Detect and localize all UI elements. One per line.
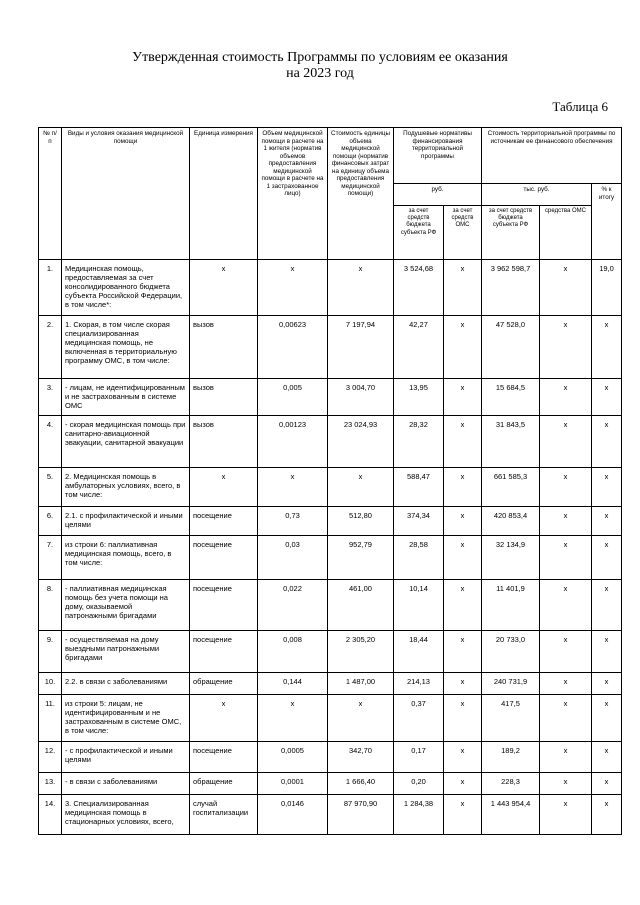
row-unit: посещение <box>190 742 258 773</box>
table-row <box>39 673 622 695</box>
page-title <box>0 50 640 82</box>
row-cost: x <box>328 695 394 742</box>
row-tr-oms: x <box>540 631 592 673</box>
row-pc-budget: 0,17 <box>394 742 444 773</box>
table-row <box>39 507 622 536</box>
row-pct: x <box>592 695 622 742</box>
row-pc-budget: 1 284,38 <box>394 795 444 835</box>
row-tr-budget: 420 853,4 <box>482 507 540 536</box>
table-row <box>39 795 622 835</box>
row-pc-oms: x <box>444 316 482 379</box>
row-tr-budget: 3 962 598,7 <box>482 260 540 316</box>
row-pc-oms: x <box>444 695 482 742</box>
row-pc-oms: x <box>444 580 482 631</box>
row-volume: x <box>258 468 328 507</box>
row-tr-budget: 417,5 <box>482 695 540 742</box>
row-pc-budget: 374,34 <box>394 507 444 536</box>
row-pct: x <box>592 580 622 631</box>
row-pct: x <box>592 536 622 580</box>
row-name: - паллиативная медицинская помощь без учета помощи на дому, оказываемой патронажными бригадами <box>62 580 190 631</box>
row-volume: 0,00623 <box>258 316 328 379</box>
row-name: из строки 6: паллиативная медицинская помощь, всего, в том числе: <box>62 536 190 580</box>
row-tr-oms: x <box>540 536 592 580</box>
row-tr-budget: 189,2 <box>482 742 540 773</box>
row-num: 11. <box>39 695 62 742</box>
row-pc-oms: x <box>444 773 482 795</box>
row-tr-budget: 228,3 <box>482 773 540 795</box>
header-rub: руб. <box>394 184 482 206</box>
row-num: 8. <box>39 580 62 631</box>
row-volume: 0,00123 <box>258 416 328 468</box>
row-num: 13. <box>39 773 62 795</box>
row-pct: x <box>592 379 622 416</box>
row-volume: 0,022 <box>258 580 328 631</box>
row-num: 6. <box>39 507 62 536</box>
row-unit: обращение <box>190 673 258 695</box>
row-pc-oms: x <box>444 673 482 695</box>
header-cost-program: Стоимость территориальной программы по источникам ее финансового обеспечения <box>482 128 622 184</box>
table-row <box>39 631 622 673</box>
table-row <box>39 260 622 316</box>
row-name: 1. Скорая, в том числе скорая специализированная медицинская помощь, не включенная в территориальную программу ОМС, в том числе: <box>62 316 190 379</box>
row-num: 10. <box>39 673 62 695</box>
row-pc-oms: x <box>444 260 482 316</box>
row-tr-oms: x <box>540 468 592 507</box>
row-pc-oms: x <box>444 507 482 536</box>
table-row <box>39 742 622 773</box>
row-tr-budget: 20 733,0 <box>482 631 540 673</box>
row-pc-budget: 28,32 <box>394 416 444 468</box>
row-pct: x <box>592 795 622 835</box>
row-pct: x <box>592 468 622 507</box>
row-pc-budget: 588,47 <box>394 468 444 507</box>
row-tr-budget: 240 731,9 <box>482 673 540 695</box>
row-cost: 342,70 <box>328 742 394 773</box>
row-volume: x <box>258 695 328 742</box>
title-line-1: Утвержденная стоимость Программы по условиям ее оказания <box>132 50 508 65</box>
row-pc-budget: 10,14 <box>394 580 444 631</box>
row-pct: x <box>592 507 622 536</box>
row-pct: 19,0 <box>592 260 622 316</box>
row-pc-oms: x <box>444 416 482 468</box>
row-pct: x <box>592 631 622 673</box>
row-cost: 7 197,94 <box>328 316 394 379</box>
row-name: - в связи с заболеваниями <box>62 773 190 795</box>
header-num: № п/п <box>39 128 62 260</box>
row-pc-oms: x <box>444 742 482 773</box>
row-cost: 952,79 <box>328 536 394 580</box>
header-per-capita: Подушевые нормативы финансирования территориальной программы <box>394 128 482 184</box>
row-name: - лицам, не идентифицированным и не застрахованным в системе ОМС <box>62 379 190 416</box>
row-tr-oms: x <box>540 507 592 536</box>
table-row <box>39 379 622 416</box>
header-budget-subject: за счет средств бюджета субъекта РФ <box>394 206 444 260</box>
table-row <box>39 580 622 631</box>
row-pc-budget: 3 524,68 <box>394 260 444 316</box>
row-tr-oms: x <box>540 742 592 773</box>
row-unit: обращение <box>190 773 258 795</box>
row-volume: 0,005 <box>258 379 328 416</box>
row-name: 2.2. в связи с заболеваниями <box>62 673 190 695</box>
row-tr-budget: 1 443 954,4 <box>482 795 540 835</box>
row-pc-oms: x <box>444 536 482 580</box>
row-unit: случай госпитализации <box>190 795 258 835</box>
row-pc-budget: 28,58 <box>394 536 444 580</box>
header-oms-funds-2: средства ОМС <box>540 206 592 260</box>
row-tr-budget: 15 684,5 <box>482 379 540 416</box>
row-tr-budget: 31 843,5 <box>482 416 540 468</box>
row-tr-oms: x <box>540 260 592 316</box>
row-tr-budget: 661 585,3 <box>482 468 540 507</box>
table-row <box>39 773 622 795</box>
row-pct: x <box>592 416 622 468</box>
row-pct: x <box>592 742 622 773</box>
row-name: 3. Специализированная медицинская помощь в стационарных условиях, всего, <box>62 795 190 835</box>
row-pc-budget: 42,27 <box>394 316 444 379</box>
row-volume: 0,0005 <box>258 742 328 773</box>
table-row <box>39 695 622 742</box>
row-tr-budget: 32 134,9 <box>482 536 540 580</box>
title-line-2: на 2023 год <box>286 66 354 81</box>
row-cost: x <box>328 468 394 507</box>
table-row <box>39 468 622 507</box>
row-name: из строки 5: лицам, не идентифицированным и не застрахованным в системе ОМС, в том числе: <box>62 695 190 742</box>
row-cost: 87 970,90 <box>328 795 394 835</box>
row-tr-oms: x <box>540 379 592 416</box>
row-unit: вызов <box>190 316 258 379</box>
header-thousand-rub: тыс. руб. <box>482 184 592 206</box>
row-name: 2. Медицинская помощь в амбулаторных условиях, всего, в том числе: <box>62 468 190 507</box>
row-pc-oms: x <box>444 795 482 835</box>
row-num: 7. <box>39 536 62 580</box>
row-unit: посещение <box>190 507 258 536</box>
row-unit: x <box>190 260 258 316</box>
row-volume: 0,73 <box>258 507 328 536</box>
row-num: 9. <box>39 631 62 673</box>
row-tr-oms: x <box>540 795 592 835</box>
row-tr-oms: x <box>540 673 592 695</box>
row-pc-oms: x <box>444 468 482 507</box>
row-tr-oms: x <box>540 416 592 468</box>
row-name: Медицинская помощь, предоставляемая за счет консолидированного бюджета субъекта Российской Федерации, в том числе*: <box>62 260 190 316</box>
row-tr-budget: 11 401,9 <box>482 580 540 631</box>
row-cost: 1 666,40 <box>328 773 394 795</box>
row-volume: 0,0146 <box>258 795 328 835</box>
row-unit: x <box>190 695 258 742</box>
row-unit: вызов <box>190 379 258 416</box>
row-volume: 0,008 <box>258 631 328 673</box>
header-budget-subject-2: за счет средств бюджета субъекта РФ <box>482 206 540 260</box>
row-unit: посещение <box>190 536 258 580</box>
row-unit: x <box>190 468 258 507</box>
row-num: 14. <box>39 795 62 835</box>
row-num: 4. <box>39 416 62 468</box>
table-row <box>39 316 622 379</box>
row-pc-oms: x <box>444 379 482 416</box>
table-row <box>39 536 622 580</box>
row-pc-budget: 13,95 <box>394 379 444 416</box>
row-tr-oms: x <box>540 773 592 795</box>
table-row <box>39 416 622 468</box>
row-name: - скорая медицинская помощь при санитарно-авиационной эвакуации, санитарной эвакуации <box>62 416 190 468</box>
row-tr-oms: x <box>540 580 592 631</box>
row-name: - осуществляемая на дому выездными патронажными бригадами <box>62 631 190 673</box>
row-unit: вызов <box>190 416 258 468</box>
row-tr-oms: x <box>540 316 592 379</box>
header-kind: Виды и условия оказания медицинской помощи <box>62 128 190 260</box>
row-name: 2.1. с профилактической и иными целями <box>62 507 190 536</box>
row-num: 2. <box>39 316 62 379</box>
row-volume: 0,03 <box>258 536 328 580</box>
header-percent-total: % к итогу <box>592 184 622 260</box>
row-cost: 23 024,93 <box>328 416 394 468</box>
row-cost: 2 305,20 <box>328 631 394 673</box>
cost-table <box>38 127 622 835</box>
row-pc-budget: 0,37 <box>394 695 444 742</box>
row-volume: 0,0001 <box>258 773 328 795</box>
header-unit: Единица измерения <box>190 128 258 260</box>
row-num: 5. <box>39 468 62 507</box>
row-num: 3. <box>39 379 62 416</box>
row-volume: 0,144 <box>258 673 328 695</box>
row-pct: x <box>592 673 622 695</box>
row-cost: 1 487,00 <box>328 673 394 695</box>
row-cost: 512,80 <box>328 507 394 536</box>
row-cost: 461,00 <box>328 580 394 631</box>
row-tr-budget: 47 528,0 <box>482 316 540 379</box>
row-pc-budget: 0,20 <box>394 773 444 795</box>
row-pct: x <box>592 316 622 379</box>
row-unit: посещение <box>190 631 258 673</box>
row-pc-oms: x <box>444 631 482 673</box>
table-number: Таблица 6 <box>552 99 608 114</box>
row-pct: x <box>592 773 622 795</box>
row-volume: x <box>258 260 328 316</box>
row-cost: x <box>328 260 394 316</box>
row-pc-budget: 214,13 <box>394 673 444 695</box>
header-volume: Объем медицинской помощи в расчете на 1 жителя (норматив объемов предоставления медицинской помощи в расчете на 1 застрахованное лицо) <box>258 128 328 260</box>
header-oms-funds: за счет средств ОМС <box>444 206 482 260</box>
row-num: 1. <box>39 260 62 316</box>
row-tr-oms: x <box>540 695 592 742</box>
row-cost: 3 004,70 <box>328 379 394 416</box>
header-cost: Стоимость единицы объема медицинской помощи (норматив финансовых затрат на единицу объема предоставления медицинской помощи) <box>328 128 394 260</box>
row-name: - с профилактической и иными целями <box>62 742 190 773</box>
row-pc-budget: 18,44 <box>394 631 444 673</box>
row-num: 12. <box>39 742 62 773</box>
row-unit: посещение <box>190 580 258 631</box>
